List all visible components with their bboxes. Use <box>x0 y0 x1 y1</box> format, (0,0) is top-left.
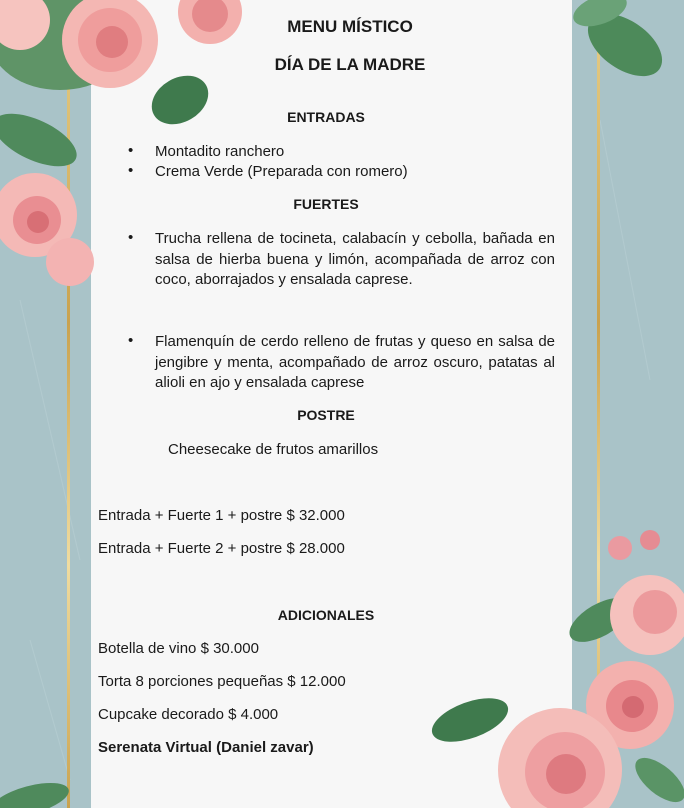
entradas-heading: ENTRADAS <box>287 109 365 125</box>
bullet-icon: • <box>128 162 134 179</box>
combo-price: Entrada + Fuerte 1 + postre $ 32.000 <box>98 507 345 524</box>
menu-title: MENU MÍSTICO <box>287 17 413 36</box>
bullet-icon: • <box>128 332 134 349</box>
bullet-icon: • <box>128 229 134 246</box>
serenata-item: Serenata Virtual (Daniel zavar) <box>98 739 314 756</box>
entrada-item: Crema Verde (Preparada con romero) <box>155 163 408 180</box>
adicional-item: Botella de vino $ 30.000 <box>98 640 259 657</box>
adicionales-heading: ADICIONALES <box>277 607 375 623</box>
adicional-item: Cupcake decorado $ 4.000 <box>98 706 279 723</box>
postre-heading: POSTRE <box>297 407 355 423</box>
fuerte-item: Flamenquín de cerdo relleno de frutas y queso en salsa de jengibre y menta, acompañado de arroz oscuro, patatas al alioli en ajo y ensalada caprese <box>155 333 555 391</box>
entrada-item: Montadito ranchero <box>155 143 285 160</box>
postre-item: Cheesecake de frutos amarillos <box>168 441 379 458</box>
fuerte-item: Trucha rellena de tocineta, calabacín y cebolla, bañada en salsa de hierba buena y limón, acompañada de arroz con coco, aborrajados y ensalada caprese. <box>155 230 555 288</box>
combo-price: Entrada + Fuerte 2 + postre $ 28.000 <box>98 540 345 557</box>
bullet-icon: • <box>128 142 134 159</box>
menu-subtitle: DÍA DE LA MADRE <box>274 55 426 74</box>
adicional-item: Torta 8 porciones pequeñas $ 12.000 <box>98 673 346 690</box>
fuertes-heading: FUERTES <box>293 196 359 212</box>
